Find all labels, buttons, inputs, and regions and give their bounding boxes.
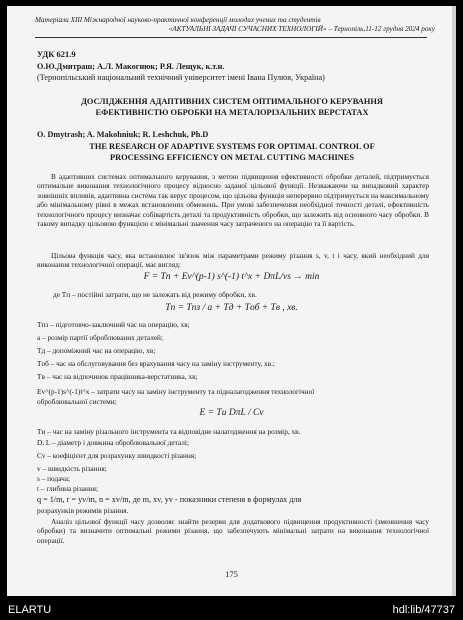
equation-1: F = Tп + Ev^(p-1) s^(-1) t^x + DπL/vs → min xyxy=(143,272,320,282)
paragraph-2: Цільова функція часу, яка встановлює зв'язок між параметрами режиму різання s, v, t і часу, який необхідний для виконання технологічної операції, має вигляд: xyxy=(37,251,429,270)
title-en xyxy=(27,141,437,163)
def-tob: Tоб – час на обслуговування без врахування часу на заміну інструменту, хв.; xyxy=(37,359,275,368)
def-t: t – глибина різання; xyxy=(37,484,99,493)
header-line-1: Матеріали XIII Міжнародної науково-практичної конференції молодих учених та студентів xyxy=(35,16,321,24)
header-rule xyxy=(35,37,427,38)
footer-handle-link[interactable]: hdl:lib/47737 xyxy=(392,604,455,616)
def-cv: Cv – коефіцієнт для розрахунку швидкості різання; xyxy=(37,451,197,460)
def-tv: Tв – час на відпочинок працівника-верстатника, хв; xyxy=(37,372,198,381)
def-dl: D, L – діаметр і довжина оброблювальної деталі; xyxy=(37,438,189,447)
authors-uk: О.Ю.Дмитраш; А.Л. Макогнюк; Р.Я. Лещук, к.т.н. xyxy=(37,62,225,71)
paragraph-1: В адаптивних системах оптимального керування, з метою підвищення ефективності обробки деталей, підтримується оптимальне виконання технологічного процесу відносно заданої цільової функції. Незважаючи на випадковий характер зовнішніх впливів, адаптивна система так керує процесом, що цільова функція неперервно підтримується на максимальному або мінімальному рівні в межах встановлених обмежень. При умові забезпечення необхідної точності деталі, ефективність технологічного процесу визначає собівартість деталі та продуктивність обробки, що залежить від основного часу обробки. В такому випадку цільовою функцією є мінімальні значення часу затраченого на операцію та її вартість. xyxy=(37,172,429,229)
title-uk xyxy=(27,96,437,118)
def-s: s – подача; xyxy=(37,474,71,483)
page-edge-shadow xyxy=(452,6,456,596)
def-a: a – розмір партії оброблюваних деталей; xyxy=(37,333,163,342)
title-uk-line-1: ДОСЛІДЖЕННЯ АДАПТИВНИХ СИСТЕМ ОПТИМАЛЬНОГО КЕРУВАННЯ xyxy=(81,97,383,106)
conference-header xyxy=(35,16,435,34)
authors-en: O. Dmytrash; A. Makohniuk; R. Leshchuk, Ph.D xyxy=(37,130,209,139)
def-e-term-cont: оброблювальної системи; xyxy=(37,397,117,406)
title-en-line-2: PROCESSING EFFICIENCY ON METAL CUTTING MACHINES xyxy=(109,153,355,162)
header-line-2: «АКТУАЛЬНІ ЗАДАЧІ СУЧАСНИХ ТЕХНОЛОГІЙ» – Тернопіль,11-12 грудня 2024 року xyxy=(168,25,435,33)
def-exponents-cont: розрахунків режимів різання. xyxy=(37,506,129,515)
def-td: Tд – допоміжний час на операцію, хв; xyxy=(37,346,156,355)
def-ti: Tи – час на заміну різального інструмента та відповідне налагодження на розмір, хв. xyxy=(37,427,301,436)
def-v: v – швидкість різання; xyxy=(37,464,107,473)
title-en-line-1: THE RESEARCH OF ADAPTIVE SYSTEMS FOR OPTIMAL CONTROL OF xyxy=(89,142,375,151)
document-page xyxy=(7,6,456,596)
paragraph-3: Аналіз цільової функції часу дозволяє знайти резерви для додаткового підвищення продуктивності (зменшення часу обробки) та визначити оптимальні режими різання, що забезпечують мінімальні затрати на виконання технологічної операції. xyxy=(37,517,429,545)
affiliation: (Тернопільський національний технічний університет імені Івана Пулюя, Україна) xyxy=(37,73,325,82)
footer-repository-label: ELARTU xyxy=(8,604,52,616)
def-tpz: Tпз – підготовчо-заключний час на операцію, хв; xyxy=(37,320,190,329)
udk-code: УДК 621.9 xyxy=(37,49,76,59)
page-number: 175 xyxy=(225,569,238,579)
equation-2: Tп = Tпз / a + Tд + Tоб + Tв , хв. xyxy=(165,303,298,313)
def-e-term: Ev^(p-1)s^(-1)t^x – затрати часу на заміну інструменту та підналагодження технологічної xyxy=(37,387,315,396)
where-tp: де Tп – постійні затрати, що не залежать від режиму обробки, хв. xyxy=(53,290,257,299)
equation-3: E = Tи DπL / Cv xyxy=(199,408,264,418)
def-exponents: q = 1/m, r = yv/m, n = xv/m, де m, xv, yv - показники степеня в формулах для xyxy=(37,495,302,504)
title-uk-line-2: ЕФЕКТИВНІСТЮ ОБРОБКИ НА МЕТАЛОРІЗАЛЬНИХ ВЕРСТАТАХ xyxy=(95,108,369,117)
